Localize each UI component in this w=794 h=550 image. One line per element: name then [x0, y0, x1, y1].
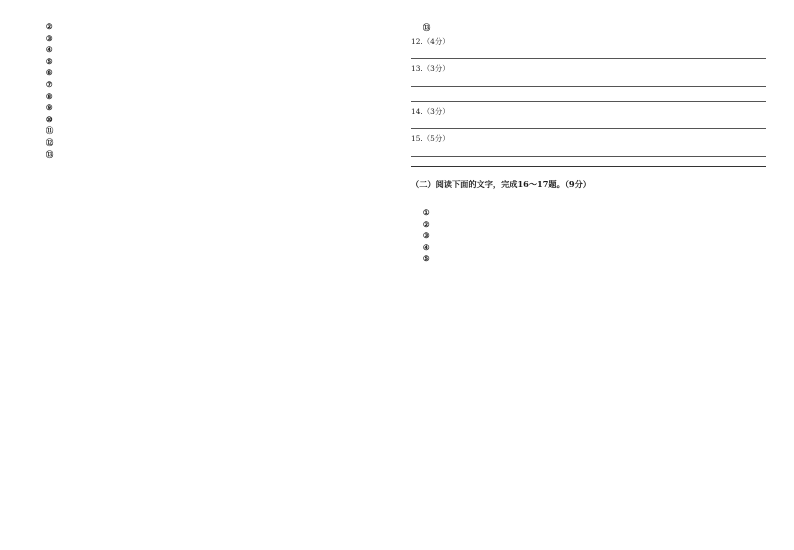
- section-divider: [411, 166, 766, 167]
- paragraph-number: ⑩: [45, 114, 53, 124]
- paragraph-8: [34, 92, 389, 103]
- article-paragraph-4: [411, 243, 766, 254]
- right-column: [411, 22, 766, 532]
- article-paragraph-3: [411, 231, 766, 242]
- paragraph-number: ⑤: [45, 56, 53, 66]
- question-15: [411, 134, 766, 145]
- paragraph-number: ⑥: [45, 68, 53, 78]
- answer-line[interactable]: [411, 49, 766, 59]
- paragraph-number: ⑪: [45, 126, 54, 136]
- paragraph-number: ②: [45, 22, 53, 31]
- answer-line[interactable]: [411, 92, 766, 102]
- question-points: （3分）: [422, 106, 450, 116]
- question-points: （5分）: [422, 134, 450, 144]
- paragraph-12: [34, 138, 389, 149]
- article-title: [411, 194, 766, 204]
- paragraph-9: [34, 103, 389, 114]
- paragraph-10: [34, 115, 389, 126]
- question-14: [411, 107, 766, 118]
- paragraph-number: ③: [422, 231, 430, 241]
- paragraph-number: ④: [422, 242, 430, 252]
- paragraph-number: ⑬: [45, 149, 54, 159]
- question-points: （4分）: [422, 36, 450, 46]
- question-13: [411, 64, 766, 75]
- paragraph-number: ②: [422, 219, 430, 229]
- paragraph-number: ⑬: [422, 23, 431, 32]
- left-column: [34, 22, 389, 532]
- paragraph-6: [34, 68, 389, 79]
- article-paragraph-2: [411, 220, 766, 231]
- paragraph-13: [34, 150, 389, 161]
- paragraph-4: [34, 45, 389, 56]
- answer-line[interactable]: [411, 119, 766, 129]
- paragraph-13-right: [411, 23, 766, 34]
- article-paragraph-5: [411, 254, 766, 265]
- paragraph-number: ⑤: [422, 254, 430, 264]
- section-2-heading: （二）阅读下面的文字，完成16～17题。（9分）: [411, 178, 591, 189]
- question-12: [411, 37, 766, 48]
- paragraph-5: [34, 57, 389, 68]
- paragraph-7: [34, 80, 389, 91]
- question-label: 12.: [411, 36, 423, 46]
- question-label: 15.: [411, 134, 423, 144]
- answer-line[interactable]: [411, 147, 766, 157]
- paragraph-3: [34, 34, 389, 45]
- paragraph-number: ⑦: [45, 79, 53, 89]
- paragraph-2: [34, 22, 389, 33]
- paragraph-11: [34, 126, 389, 137]
- answer-line[interactable]: [411, 77, 766, 87]
- paragraph-number: ①: [422, 207, 430, 217]
- paragraph-number: ③: [45, 33, 53, 43]
- paragraph-number: ⑨: [45, 103, 53, 113]
- paragraph-number: ⑧: [45, 91, 53, 101]
- question-points: （3分）: [422, 64, 450, 74]
- paragraph-number: ⑫: [45, 137, 54, 147]
- question-label: 14.: [411, 106, 423, 116]
- paragraph-number: ④: [45, 45, 53, 55]
- question-label: 13.: [411, 64, 423, 74]
- article-paragraph-1: [411, 208, 766, 219]
